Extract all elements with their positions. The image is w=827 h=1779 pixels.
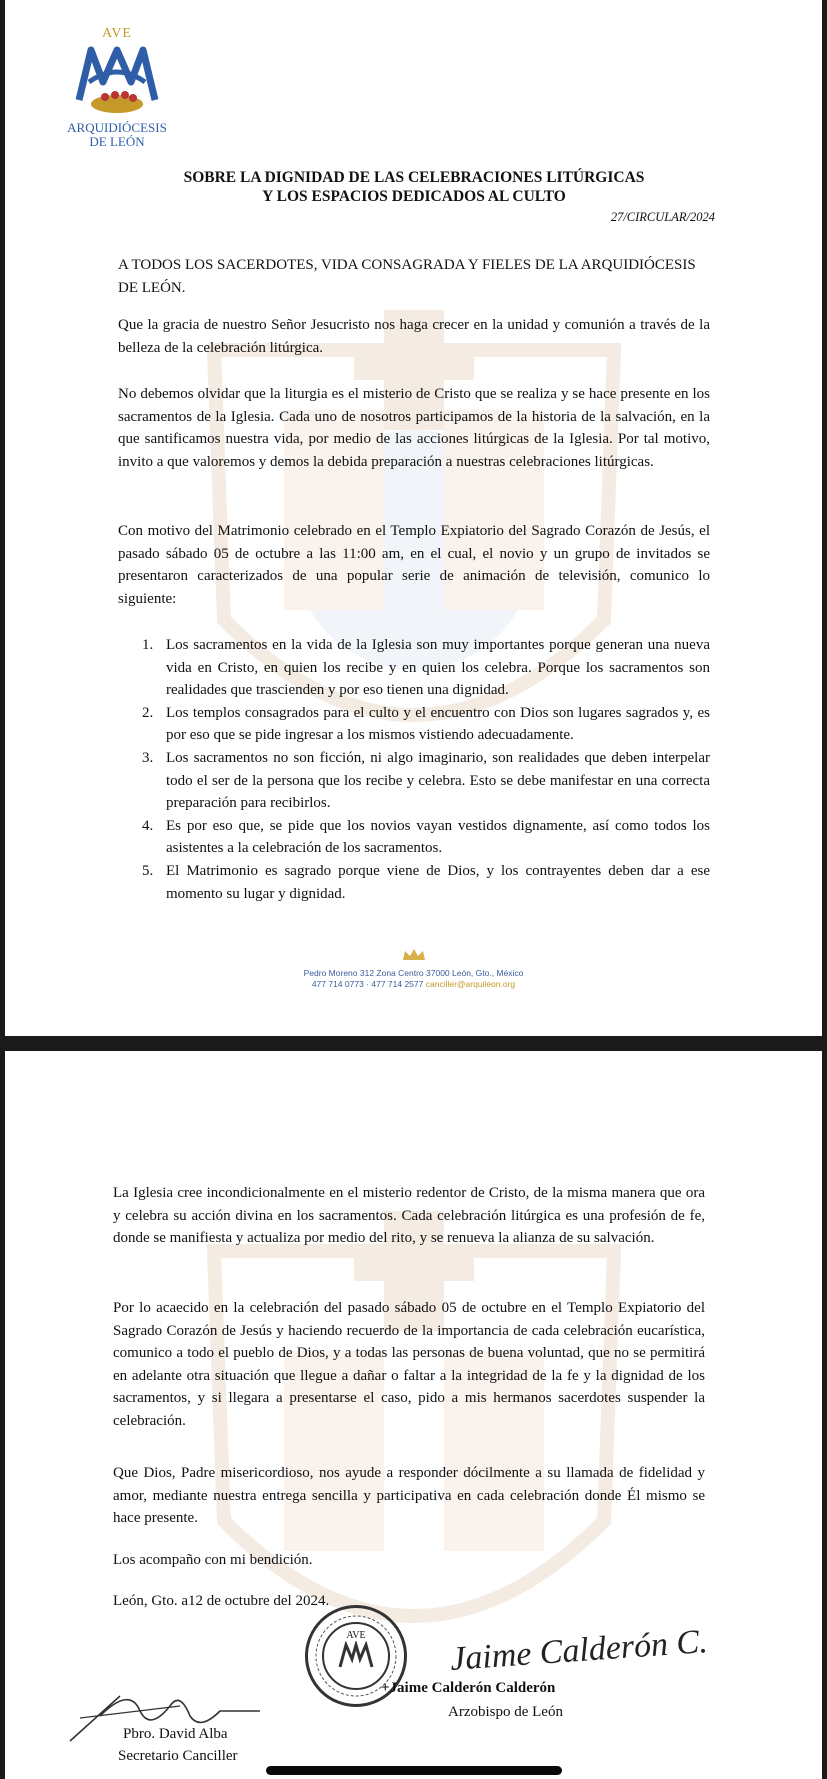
footer-contact	[5, 979, 822, 990]
footer-crown-icon	[401, 948, 427, 962]
archbishop-name: +Jaime Calderón Calderón	[381, 1680, 556, 1696]
paragraph-grace: Que la gracia de nuestro Señor Jesucristo nos haga crecer en la unidad y comunión a través de la belleza de la celebración litúrgica.	[118, 317, 710, 356]
title-line-1: SOBRE LA DIGNIDAD DE LAS CELEBRACIONES LITÚRGICAS	[183, 169, 645, 186]
list-item: 2. Los templos consagrados para el culto y el encuentro con Dios son lugares sagrados y, es por eso que se pide ingresar a los mismos vistiendo adecuadamente.	[142, 704, 710, 744]
home-indicator[interactable]	[266, 1766, 562, 1775]
list-item: 3. Los sacramentos no son ficción, ni algo imaginario, son realidades que deben interpelar todo el ser de la persona que los recibe y celebra. Esto se debe manifestar en una correcta preparación para recibirlos.	[142, 749, 710, 812]
list-item: 5. El Matrimonio es sagrado porque viene de Dios, y los contrayentes deben dar a ese momento su lugar y dignidad.	[142, 862, 710, 902]
seal-center	[322, 1622, 390, 1690]
archbishop-role: Arzobispo de León	[448, 1704, 563, 1720]
footer-phones: 477 714 0773 · 477 714 2577	[311, 979, 424, 989]
seal-monogram-icon	[336, 1641, 376, 1671]
archdiocese-logo	[57, 26, 177, 149]
list-item: 4. Es por eso que, se pide que los novios vayan vestidos dignamente, así como todos los asistentes a la celebración de los sacramentos.	[142, 817, 710, 857]
title-line-2: Y LOS ESPACIOS DEDICADOS AL CULTO	[262, 188, 566, 205]
archbishop-signature: Jaime Calderón C.	[448, 1623, 709, 1678]
letterhead-footer	[5, 968, 822, 990]
footer-email: canciller@arquileon.org	[425, 979, 516, 989]
footer-address: Pedro Moreno 312 Zona Centro 37000 León, Gto., México	[303, 968, 524, 978]
circular-reference: 27/CIRCULAR/2024	[610, 210, 715, 224]
blessing-line: Los acompaño con mi bendición.	[113, 1552, 313, 1568]
paragraph-decision: Por lo acaecido en la celebración del pasado sábado 05 de octubre en el Templo Expiatorio del Sagrado Corazón de Jesús y haciendo recuerdo de la importancia de cada celebración eucarística, comunico a todo el pueblo de Dios, y a todas las personas de buena voluntad, que no se permitirá en adelante otra situación que llegue a dañar o faltar a la integridad de la fe y la dignidad de los sacramentos, y si llegara a presentarse el caso, pido a mis hermanos sacerdotes suspender la celebración.	[113, 1300, 705, 1429]
paragraph-prayer: Que Dios, Padre misericordioso, nos ayude a responder dócilmente a su llamada de fidelidad y amor, mediante nuestra entrega sencilla y participativa en cada celebración donde Él mismo se hace presente.	[113, 1465, 705, 1527]
chancellor-role: Secretario Canciller	[118, 1748, 238, 1764]
document-title	[118, 168, 710, 206]
chancellor-name: Pbro. David Alba	[123, 1726, 228, 1742]
list-item: 1. Los sacramentos en la vida de la Iglesia son muy importantes porque generan una nueva vida en Cristo, en quien los recibe y en quien los celebra. Porque los sacramentos son realidades que trascienden y por eso tienen una dignidad.	[142, 637, 710, 699]
logo-caption-line2: DE LEÓN	[89, 134, 145, 149]
paragraph-motive: Con motivo del Matrimonio celebrado en el Templo Expiatorio del Sagrado Corazón de Jesús, el pasado sábado 05 de octubre a las 11:00 am, en el cual, el novio y un grupo de invitados se presentaron caracterizados de una popular serie de animación de televisión, comunico lo siguiente:	[118, 523, 710, 607]
letter-page-1	[5, 0, 822, 1036]
place-and-date: León, Gto. a12 de octubre del 2024.	[113, 1593, 330, 1609]
marian-monogram-icon	[69, 42, 165, 116]
points-list	[118, 634, 710, 905]
seal-ave-text: AVE	[346, 1630, 366, 1641]
paragraph-faith: La Iglesia cree incondicionalmente en el misterio redentor de Cristo, de la misma manera que ora y celebra su acción divina en los sacramentos. Cada celebración litúrgica es una profesión de fe, donde se manifiesta y actualiza por medio del rito, y se renueva la alianza de su salvación.	[113, 1185, 705, 1247]
logo-ave-text: AVE	[102, 26, 132, 41]
paragraph-liturgy: No debemos olvidar que la liturgia es el misterio de Cristo que se realiza y se hace presente en los sacramentos de la Iglesia. Cada uno de nosotros participamos de la historia de la salvación, en la que santificamos nuestra vida, por medio de las acciones litúrgicas de la Iglesia. Por tal motivo, invito a que valoremos y demos la debida preparación a nuestras celebraciones litúrgicas.	[118, 386, 710, 470]
salutation: A TODOS LOS SACERDOTES, VIDA CONSAGRADA Y FIELES DE LA ARQUIDIÓCESIS DE LEÓN.	[118, 257, 696, 296]
logo-caption-line1: ARQUIDIÓCESIS	[67, 120, 167, 135]
